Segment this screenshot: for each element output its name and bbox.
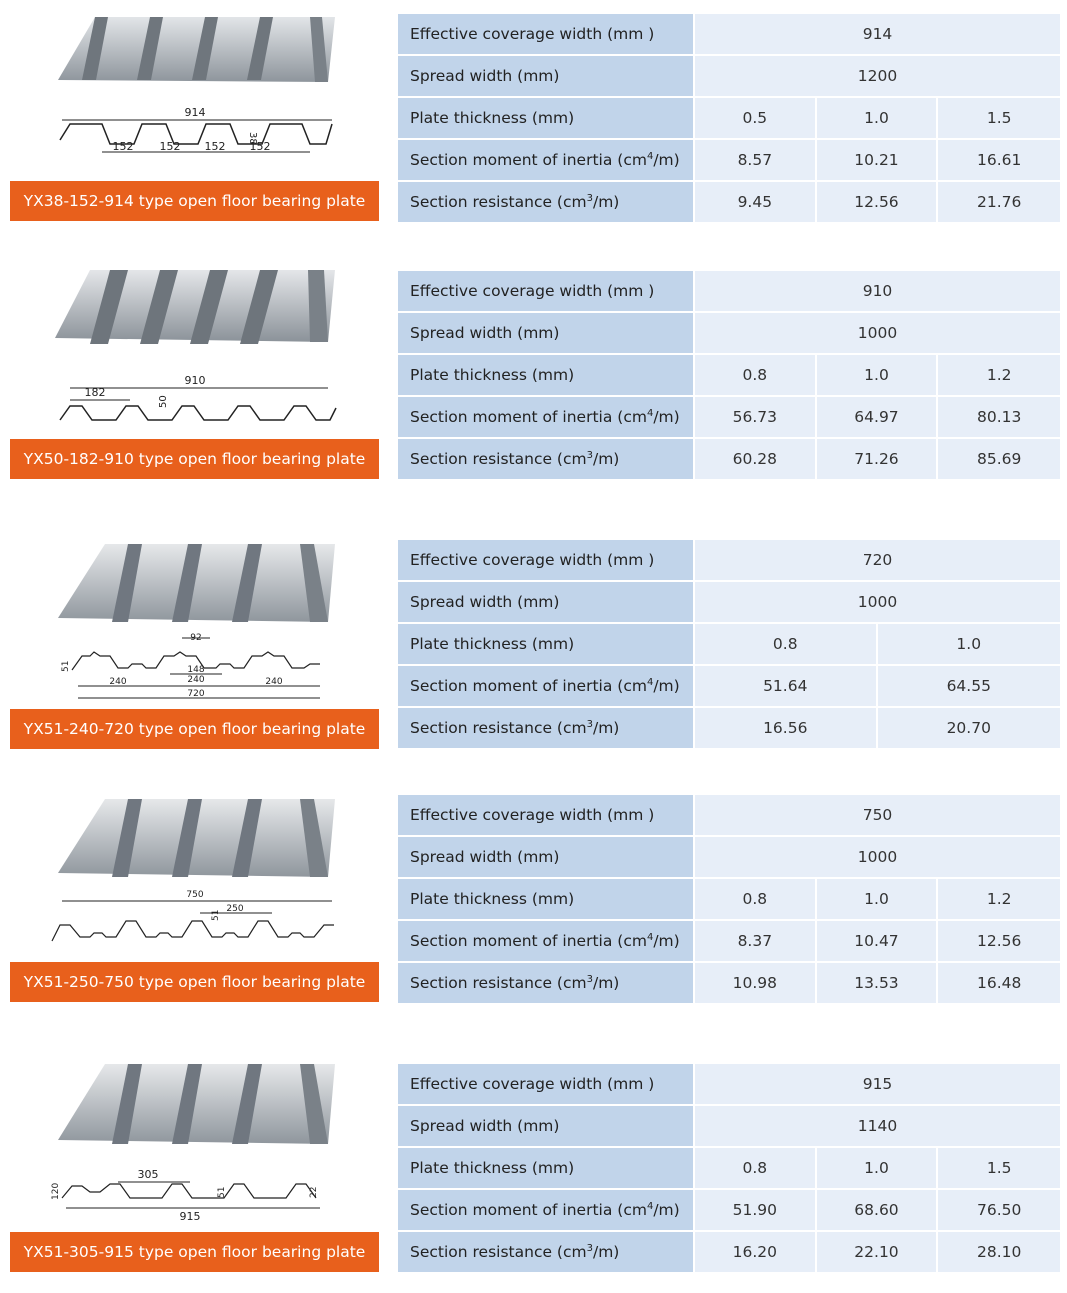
- spec-table: [398, 795, 1060, 1005]
- dimension-label: 305: [137, 1168, 159, 1181]
- table-row: [398, 1064, 1060, 1106]
- cell-value: 0.8: [695, 355, 817, 397]
- cell-value: 28.10: [938, 1232, 1060, 1274]
- dimension-label: 250: [226, 904, 244, 914]
- product-image-area: [10, 12, 379, 172]
- cell-value: 64.97: [817, 397, 939, 439]
- cell-value: 1.5: [938, 98, 1060, 140]
- table-row: [398, 963, 1060, 1005]
- row-label: Section resistance $(cm^3/m)$: [398, 439, 695, 481]
- profile-drawing: [10, 366, 379, 446]
- table-row: [398, 624, 1060, 666]
- deck-sheet-illustration: [10, 1060, 379, 1146]
- dimension-label: 51: [217, 1186, 227, 1198]
- row-label: Plate thickness (mm): [398, 98, 695, 140]
- table-row: [398, 313, 1060, 355]
- row-label: Section moment of inertia $(cm^4/m)$: [398, 666, 695, 708]
- row-label: Section resistance $(cm^3/m)$: [398, 182, 695, 224]
- cell-value: 85.69: [938, 439, 1060, 481]
- row-label: Plate thickness (mm): [398, 624, 695, 666]
- dimension-label: 152: [204, 140, 226, 153]
- table-row: [398, 666, 1060, 708]
- dimension-label: 182: [84, 386, 106, 399]
- cell-value: 915: [695, 1064, 1060, 1106]
- cell-value: 16.48: [938, 963, 1060, 1005]
- dimension-label: 240: [265, 677, 283, 687]
- row-label: Effective coverage width (mm ): [398, 795, 695, 837]
- cell-value: 1.0: [817, 879, 939, 921]
- cell-value: 60.28: [695, 439, 817, 481]
- table-row: [398, 582, 1060, 624]
- row-label: Section moment of inertia $(cm^4/m)$: [398, 1190, 695, 1232]
- cell-value: 1200: [695, 56, 1060, 98]
- deck-sheet-illustration: [10, 12, 379, 96]
- dimension-label: 750: [186, 890, 204, 900]
- dimension-label: 50: [158, 395, 169, 408]
- product-image-area: [10, 540, 379, 700]
- product-caption: YX38-152-914 type open floor bearing plate: [10, 181, 379, 221]
- table-row: [398, 1232, 1060, 1274]
- profile-drawing: [10, 104, 379, 180]
- table-row: [398, 397, 1060, 439]
- dimension-label: 720: [187, 689, 205, 699]
- dimension-label: 38: [247, 132, 258, 145]
- table-row: [398, 140, 1060, 182]
- table-row: [398, 1148, 1060, 1190]
- profile-drawing: [10, 630, 379, 710]
- row-label: Effective coverage width (mm ): [398, 271, 695, 313]
- row-label: Spread width (mm): [398, 837, 695, 879]
- product-caption: YX51-240-720 type open floor bearing plate: [10, 709, 379, 749]
- product-caption: YX51-250-750 type open floor bearing plate: [10, 962, 379, 1002]
- dimension-label: 22: [309, 1186, 319, 1198]
- cell-value: 0.8: [695, 1148, 817, 1190]
- cell-value: 80.13: [938, 397, 1060, 439]
- table-row: [398, 56, 1060, 98]
- cell-value: 720: [695, 540, 1060, 582]
- row-label: Spread width (mm): [398, 313, 695, 355]
- product-image-area: [10, 1060, 379, 1225]
- cell-value: 1.2: [938, 879, 1060, 921]
- dimension-label: 120: [51, 1182, 61, 1200]
- table-row: [398, 921, 1060, 963]
- cell-value: 914: [695, 14, 1060, 56]
- cell-value: 8.37: [695, 921, 817, 963]
- deck-sheet-illustration: [10, 795, 379, 881]
- profile-drawing: [10, 1160, 379, 1232]
- table-row: [398, 1106, 1060, 1148]
- row-label: Spread width (mm): [398, 56, 695, 98]
- cell-value: 1.0: [817, 1148, 939, 1190]
- cell-value: 1.5: [938, 1148, 1060, 1190]
- row-label: Section resistance $(cm^3/m)$: [398, 963, 695, 1005]
- deck-sheet-illustration: [10, 540, 379, 626]
- table-row: [398, 271, 1060, 313]
- cell-value: 1.0: [878, 624, 1061, 666]
- cell-value: 1140: [695, 1106, 1060, 1148]
- cell-value: 8.57: [695, 140, 817, 182]
- cell-value: 10.98: [695, 963, 817, 1005]
- dimension-label: 51: [61, 660, 71, 672]
- dimension-label: 148: [187, 665, 205, 675]
- cell-value: 76.50: [938, 1190, 1060, 1232]
- cell-value: 910: [695, 271, 1060, 313]
- cell-value: 16.20: [695, 1232, 817, 1274]
- cell-value: 12.56: [817, 182, 939, 224]
- row-label: Effective coverage width (mm ): [398, 1064, 695, 1106]
- spec-table: [398, 540, 1060, 750]
- table-row: [398, 540, 1060, 582]
- dimension-label: 240: [109, 677, 127, 687]
- spec-table: [398, 14, 1060, 224]
- table-row: [398, 837, 1060, 879]
- profile-drawing: [10, 885, 379, 955]
- cell-value: 71.26: [817, 439, 939, 481]
- row-label: Section moment of inertia $(cm^4/m)$: [398, 140, 695, 182]
- cell-value: 51.64: [695, 666, 878, 708]
- row-label: Effective coverage width (mm ): [398, 540, 695, 582]
- cell-value: 21.76: [938, 182, 1060, 224]
- cell-value: 20.70: [878, 708, 1061, 750]
- spec-table: [398, 271, 1060, 481]
- cell-value: 10.47: [817, 921, 939, 963]
- table-row: [398, 14, 1060, 56]
- product-image-area: [10, 795, 379, 955]
- row-label: Plate thickness (mm): [398, 1148, 695, 1190]
- table-row: [398, 182, 1060, 224]
- cell-value: 16.56: [695, 708, 878, 750]
- row-label: Section resistance $(cm^3/m)$: [398, 1232, 695, 1274]
- row-label: Section resistance $(cm^3/m)$: [398, 708, 695, 750]
- dimension-label: 914: [184, 106, 206, 119]
- dimension-label: 92: [190, 633, 202, 643]
- cell-value: 68.60: [817, 1190, 939, 1232]
- product-image-area: [10, 266, 379, 431]
- spec-table: [398, 1064, 1060, 1274]
- cell-value: 1.2: [938, 355, 1060, 397]
- cell-value: 0.5: [695, 98, 817, 140]
- cell-value: 0.8: [695, 624, 878, 666]
- dimension-label: 240: [187, 675, 205, 685]
- cell-value: 51.90: [695, 1190, 817, 1232]
- product-caption: YX50-182-910 type open floor bearing plate: [10, 439, 379, 479]
- cell-value: 1000: [695, 313, 1060, 355]
- table-row: [398, 439, 1060, 481]
- dimension-label: 910: [184, 374, 206, 387]
- dimension-label: 152: [112, 140, 134, 153]
- cell-value: 12.56: [938, 921, 1060, 963]
- table-row: [398, 795, 1060, 837]
- cell-value: 750: [695, 795, 1060, 837]
- table-row: [398, 708, 1060, 750]
- table-row: [398, 355, 1060, 397]
- cell-value: 22.10: [817, 1232, 939, 1274]
- cell-value: 64.55: [878, 666, 1061, 708]
- dimension-label: 915: [179, 1210, 201, 1223]
- row-label: Plate thickness (mm): [398, 355, 695, 397]
- cell-value: 1.0: [817, 98, 939, 140]
- table-row: [398, 98, 1060, 140]
- row-label: Effective coverage width (mm ): [398, 14, 695, 56]
- deck-sheet-illustration: [10, 266, 379, 356]
- cell-value: 1.0: [817, 355, 939, 397]
- product-caption: YX51-305-915 type open floor bearing plate: [10, 1232, 379, 1272]
- cell-value: 1000: [695, 582, 1060, 624]
- dimension-label: 51: [211, 909, 221, 921]
- row-label: Plate thickness (mm): [398, 879, 695, 921]
- table-row: [398, 879, 1060, 921]
- cell-value: 56.73: [695, 397, 817, 439]
- row-label: Section moment of inertia $(cm^4/m)$: [398, 921, 695, 963]
- row-label: Spread width (mm): [398, 582, 695, 624]
- cell-value: 1000: [695, 837, 1060, 879]
- cell-value: 9.45: [695, 182, 817, 224]
- table-row: [398, 1190, 1060, 1232]
- row-label: Section moment of inertia $(cm^4/m)$: [398, 397, 695, 439]
- cell-value: 0.8: [695, 879, 817, 921]
- dimension-label: 152: [249, 140, 271, 153]
- cell-value: 16.61: [938, 140, 1060, 182]
- row-label: Spread width (mm): [398, 1106, 695, 1148]
- dimension-label: 152: [159, 140, 181, 153]
- cell-value: 13.53: [817, 963, 939, 1005]
- cell-value: 10.21: [817, 140, 939, 182]
